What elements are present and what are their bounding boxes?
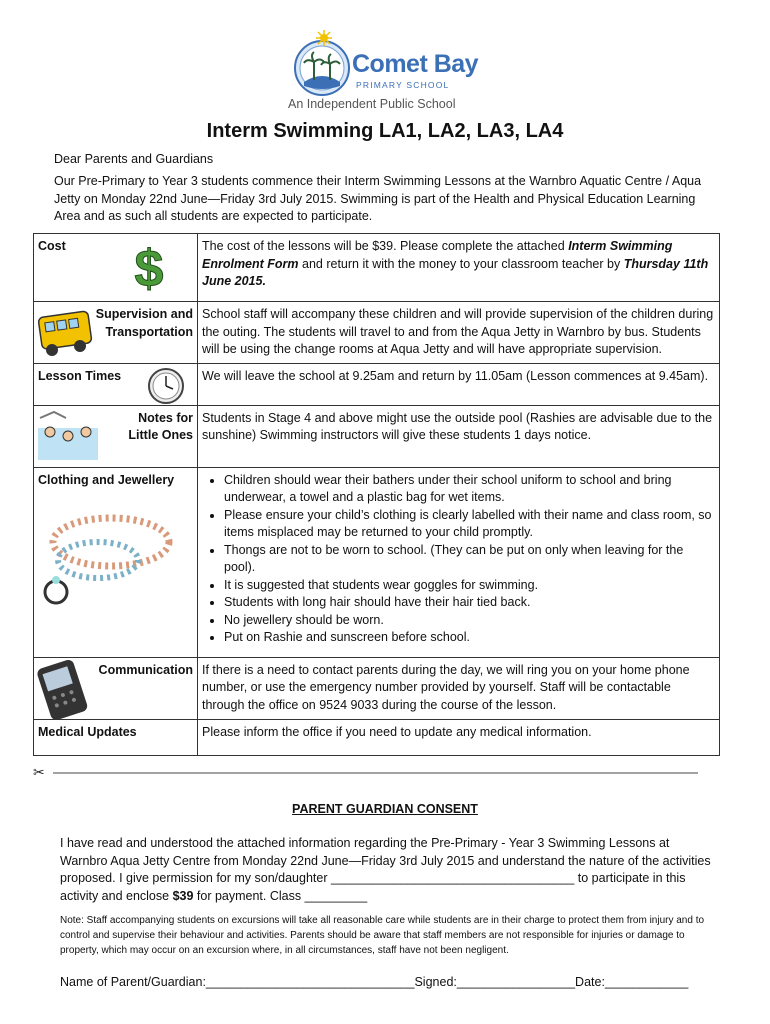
- medical-text: Please inform the office if you need to update any medical information.: [198, 719, 720, 755]
- mobile-phone-icon: [37, 659, 91, 719]
- clothing-list: [202, 472, 715, 647]
- supervision-cell: [34, 302, 198, 364]
- communication-label: Communication: [98, 662, 193, 677]
- clock-icon: [146, 367, 186, 405]
- liability-note: Note: Staff accompanying students on excursions will take all reasonable care while students are in their charge to protect them from injury and to control and supervise their behaviour and activities. Parents should be aware that staff members are not responsible for injuries or damage to property, which may occur on an excursion where, in all circumstances, staff have not been negligent.: [60, 915, 705, 956]
- signature-line: [60, 975, 688, 989]
- payment-amount: $39: [172, 888, 194, 903]
- lesson-times-label: Lesson Times: [38, 368, 122, 383]
- list-item: • It is suggested that students wear goggles for swimming.: [224, 577, 715, 595]
- table-row-communication: [34, 657, 720, 719]
- logo-name: Comet Bay: [352, 50, 479, 78]
- notes-label-2: Little Ones: [128, 428, 193, 442]
- greeting: Dear Parents and Guardians: [54, 152, 214, 166]
- clothing-cell: [34, 467, 198, 657]
- scissors-icon: ✂: [33, 765, 45, 779]
- intro-paragraph: Our Pre-Primary to Year 3 students commence their Interm Swimming Lessons at the Warnbro Aquatic Centre / Aqua Jetty on Monday 22nd June—Friday 3rd July 2015. Swimming is part of the Health and Physical Education Learning Area and as such all students are expected to participate.: [54, 174, 702, 223]
- necklace-icon: [36, 502, 186, 606]
- communication-text: If there is a need to contact parents during the day, we will ring you on your home phone number, or use the emergency number provided by yourself. Staff will be contactable through the office on 9524 9033 during the course of the lesson.: [198, 657, 720, 719]
- clothing-list-cell: [198, 467, 720, 657]
- list-item: • Children should wear their bathers under their school uniform to school and bring underwear, a towel and a plastic bag for wet items.: [224, 472, 715, 507]
- notes-label-1: Notes for: [138, 410, 193, 425]
- notes-cell: [34, 405, 198, 467]
- tagline: An Independent Public School: [288, 97, 456, 111]
- table-row-notes: [34, 405, 720, 467]
- parent-name-field[interactable]: Name of Parent/Guardian:______________________________: [60, 975, 415, 989]
- dollar-sign-icon: [134, 238, 164, 296]
- cost-cell: [34, 234, 198, 302]
- swimming-children-icon: [36, 410, 100, 462]
- table-row-medical: [34, 719, 720, 755]
- signed-field[interactable]: Signed:_________________: [414, 975, 576, 989]
- list-item: • Students with long hair should have their hair tied back.: [224, 594, 715, 612]
- lesson-times-cell: [34, 363, 198, 405]
- consent-title: PARENT GUARDIAN CONSENT: [292, 802, 478, 816]
- notes-text: Students in Stage 4 and above might use the outside pool (Rashies are advisable due to the sunshine) Swimming instructors will give these students 1 days notice.: [198, 405, 720, 467]
- list-item: • Thongs are not to be worn to school. (They can be put on only when leaving for the pool).: [224, 542, 715, 577]
- school-bus-icon: [36, 306, 96, 358]
- medical-label: Medical Updates: [38, 724, 137, 739]
- consent-body: I have read and understood the attached information regarding the Pre-Primary - Year 3 Swimming Lessons at Warnbro Aqua Jetty Centre from Monday 22nd June—Friday 3rd July 2015 and understand the nature of the activities proposed. I give permission for my son/daughter ___________________________________ to participate in this activity and enclose $39 for payment. Class _________: [60, 836, 711, 903]
- list-item: • Put on Rashie and sunscreen before school.: [224, 629, 715, 647]
- medical-cell: [34, 719, 198, 755]
- table-row-cost: [34, 234, 720, 302]
- supervision-label-1: Supervision and: [95, 307, 193, 321]
- comet-bay-emblem-icon: [292, 30, 352, 100]
- page-title: Interm Swimming LA1, LA2, LA3, LA4: [206, 120, 564, 142]
- table-row-clothing: [34, 467, 720, 657]
- logo-subtitle: PRIMARY SCHOOL: [356, 80, 450, 90]
- communication-cell: [34, 657, 198, 719]
- cost-text: The cost of the lessons will be $39. Please complete the attached Interm Swimming Enrolment Form and return it with the money to your classroom teacher by Thursday 11th June 2015.: [198, 234, 720, 302]
- cost-label: Cost: [38, 239, 66, 253]
- table-row-lesson-times: [34, 363, 720, 405]
- svg-text:$: $: [134, 240, 164, 296]
- table-row-supervision: [34, 302, 720, 364]
- date-field[interactable]: Date:____________: [575, 975, 689, 989]
- list-item: • Please ensure your child’s clothing is clearly labelled with their name and class room, so items misplaced may be returned to your child promptly.: [224, 507, 715, 542]
- list-item: • No jewellery should be worn.: [224, 612, 715, 630]
- clothing-label: Clothing and Jewellery: [38, 472, 175, 487]
- cut-line: [33, 765, 701, 779]
- supervision-text: School staff will accompany these children and will provide supervision of the children during the outing. The students will travel to and from the Aqua Jetty in Warnbro by bus. Students will be using the change rooms at Aqua Jetty and will have appropriate supervision.: [198, 302, 720, 364]
- supervision-label-2: Transportation: [105, 324, 193, 339]
- lesson-times-text: We will leave the school at 9.25am and return by 11.05am (Lesson commences at 9.45am).: [198, 363, 720, 405]
- info-table: [33, 233, 720, 756]
